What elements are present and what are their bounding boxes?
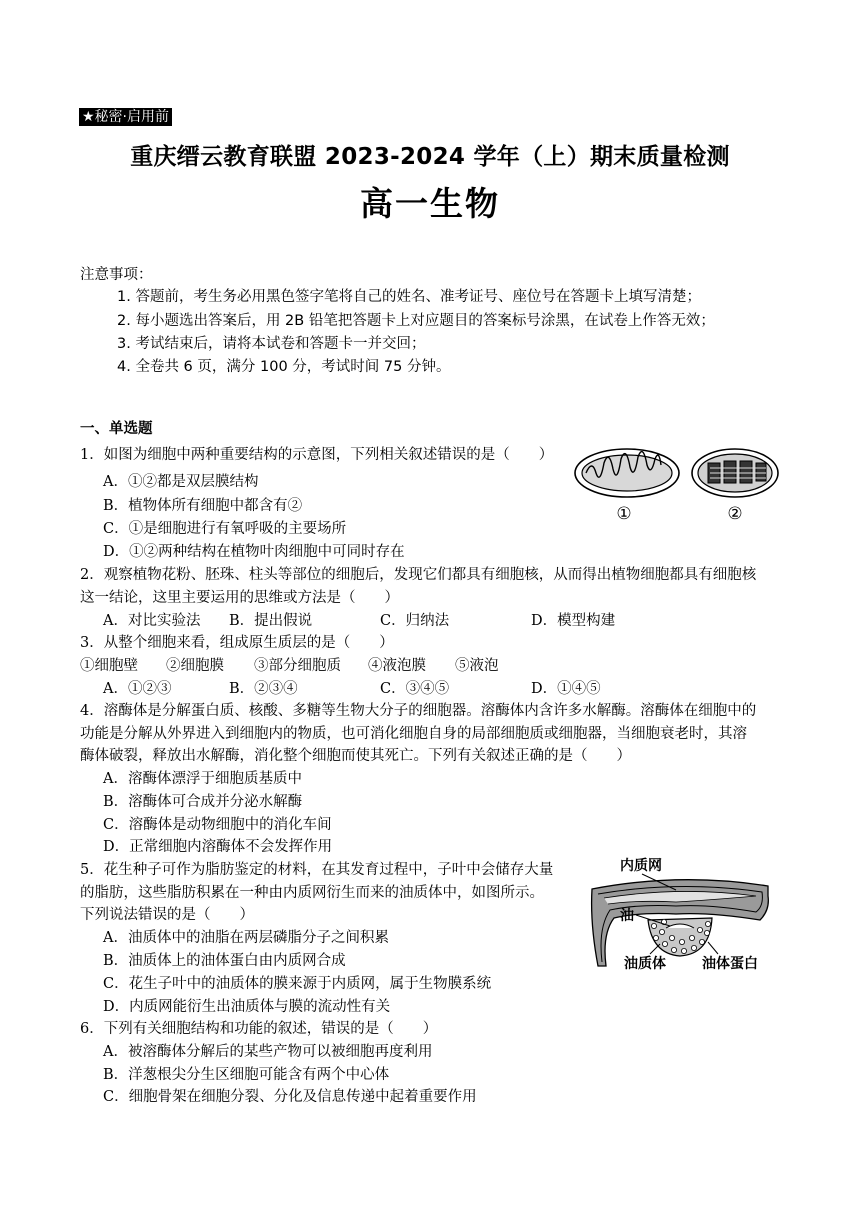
q4-option-d: D．正常细胞内溶酶体不会发挥作用 bbox=[103, 839, 333, 855]
question-2-stem-line2: 这一结论，这里主要运用的思维或方法是（ ） bbox=[80, 590, 399, 606]
figure-label-2: ② bbox=[727, 504, 743, 524]
question-4-stem-line3: 酶体破裂，释放出水解酶，消化整个细胞而使其死亡。下列有关叙述正确的是（ ） bbox=[80, 748, 631, 764]
q2-option-d: D．模型构建 bbox=[531, 613, 616, 629]
question-1-stem: 1．如图为细胞中两种重要结构的示意图，下列相关叙述错误的是（ ） bbox=[80, 447, 554, 463]
q4-option-c: C．溶酶体是动物细胞中的消化车间 bbox=[103, 817, 332, 833]
q5-option-c: C．花生子叶中的油质体的膜来源于内质网，属于生物膜系统 bbox=[103, 976, 492, 992]
q2-option-c: C．归纳法 bbox=[380, 613, 450, 629]
q3-item: ②细胞膜 bbox=[166, 658, 224, 674]
q4-option-b: B．溶酶体可合成并分泌水解酶 bbox=[103, 794, 303, 810]
question-2-stem-line1: 2．观察植物花粉、胚珠、柱头等部位的细胞后，发现它们都具有细胞核，从而得出植物细胞都具有细胞核 bbox=[80, 567, 757, 583]
label-oleosome: 油质体 bbox=[624, 956, 666, 972]
notice-heading: 注意事项： bbox=[80, 267, 153, 283]
question-4-stem-line1: 4．溶酶体是分解蛋白质、核酸、多糖等生物大分子的细胞器。溶酶体内含许多水解酶。溶酶体在细胞中的 bbox=[80, 703, 757, 719]
notice-item: 4. 全卷共 6 页，满分 100 分，考试时间 75 分钟。 bbox=[117, 359, 451, 375]
q6-option-b: B．洋葱根尖分生区细胞可能含有两个中心体 bbox=[103, 1067, 390, 1083]
secret-badge: ★秘密·启用前 bbox=[79, 108, 172, 126]
chloroplast-diagram bbox=[692, 449, 778, 497]
label-er: 内质网 bbox=[620, 858, 662, 874]
q2-option-b: B．提出假说 bbox=[229, 613, 313, 629]
q3-item: ④液泡膜 bbox=[368, 658, 426, 674]
q3-item: ①细胞壁 bbox=[80, 658, 138, 674]
q3-option-c: C．③④⑤ bbox=[380, 681, 450, 697]
q6-option-a: A．被溶酶体分解后的某些产物可以被细胞再度利用 bbox=[103, 1044, 433, 1060]
subject-title: 高一生物 bbox=[360, 184, 500, 223]
q1-option-a: A．①②都是双层膜结构 bbox=[103, 474, 259, 490]
q3-item: ⑤液泡 bbox=[455, 658, 499, 674]
question-5-stem-line2: 的脂肪，这些脂肪积累在一种由内质网衍生而来的油质体中，如图所示。 bbox=[80, 885, 544, 901]
section-title: 一、单选题 bbox=[80, 421, 153, 437]
q1-option-d: D．①②两种结构在植物叶肉细胞中可同时存在 bbox=[103, 544, 405, 560]
q1-option-b: B．植物体所有细胞中都含有② bbox=[103, 498, 303, 514]
question-5-stem-line1: 5．花生种子可作为脂肪鉴定的材料，在其发育过程中，子叶中会储存大量 bbox=[80, 862, 554, 878]
q2-option-a: A．对比实验法 bbox=[103, 613, 201, 629]
q5-option-b: B．油质体上的油体蛋白由内质网合成 bbox=[103, 953, 346, 969]
q3-option-d: D．①④⑤ bbox=[531, 681, 601, 697]
figure-label-1: ① bbox=[616, 504, 632, 524]
question-3-stem: 3．从整个细胞来看，组成原生质层的是（ ） bbox=[80, 635, 394, 651]
q5-figure bbox=[590, 854, 775, 974]
question-5-stem-line3: 下列说法错误的是（ ） bbox=[80, 907, 254, 923]
label-oil-protein: 油体蛋白 bbox=[702, 956, 758, 972]
q5-option-a: A．油质体中的油脂在两层磷脂分子之间积累 bbox=[103, 930, 389, 946]
q6-option-c: C．细胞骨架在细胞分裂、分化及信息传递中起着重要作用 bbox=[103, 1089, 477, 1105]
question-6-stem: 6．下列有关细胞结构和功能的叙述，错误的是（ ） bbox=[80, 1021, 438, 1037]
exam-title: 重庆缙云教育联盟 2023-2024 学年（上）期末质量检测 bbox=[130, 144, 730, 170]
q3-option-a: A．①②③ bbox=[103, 681, 172, 697]
question-4-stem-line2: 功能是分解从外界进入到细胞内的物质，也可消化细胞自身的局部细胞质或细胞器，当细胞衰老时，其溶 bbox=[80, 726, 747, 742]
notice-item: 1. 答题前，考生务必用黑色签字笔将自己的姓名、准考证号、座位号在答题卡上填写清楚； bbox=[117, 289, 701, 305]
q3-item: ③部分细胞质 bbox=[254, 658, 341, 674]
notice-item: 3. 考试结束后，请将本试卷和答题卡一并交回； bbox=[117, 336, 426, 352]
q3-option-b: B．②③④ bbox=[229, 681, 298, 697]
q4-option-a: A．溶酶体漂浮于细胞质基质中 bbox=[103, 771, 302, 787]
q5-option-d: D．内质网能衍生出油质体与膜的流动性有关 bbox=[103, 999, 391, 1015]
q1-option-c: C．①是细胞进行有氧呼吸的主要场所 bbox=[103, 521, 347, 537]
mitochondrion-diagram bbox=[575, 449, 679, 497]
q1-figure bbox=[572, 443, 782, 525]
label-oil: 油 bbox=[620, 908, 634, 924]
notice-item: 2. 每小题选出答案后，用 2B 铅笔把答题卡上对应题目的答案标号涂黑，在试卷上作答无效； bbox=[117, 313, 715, 329]
